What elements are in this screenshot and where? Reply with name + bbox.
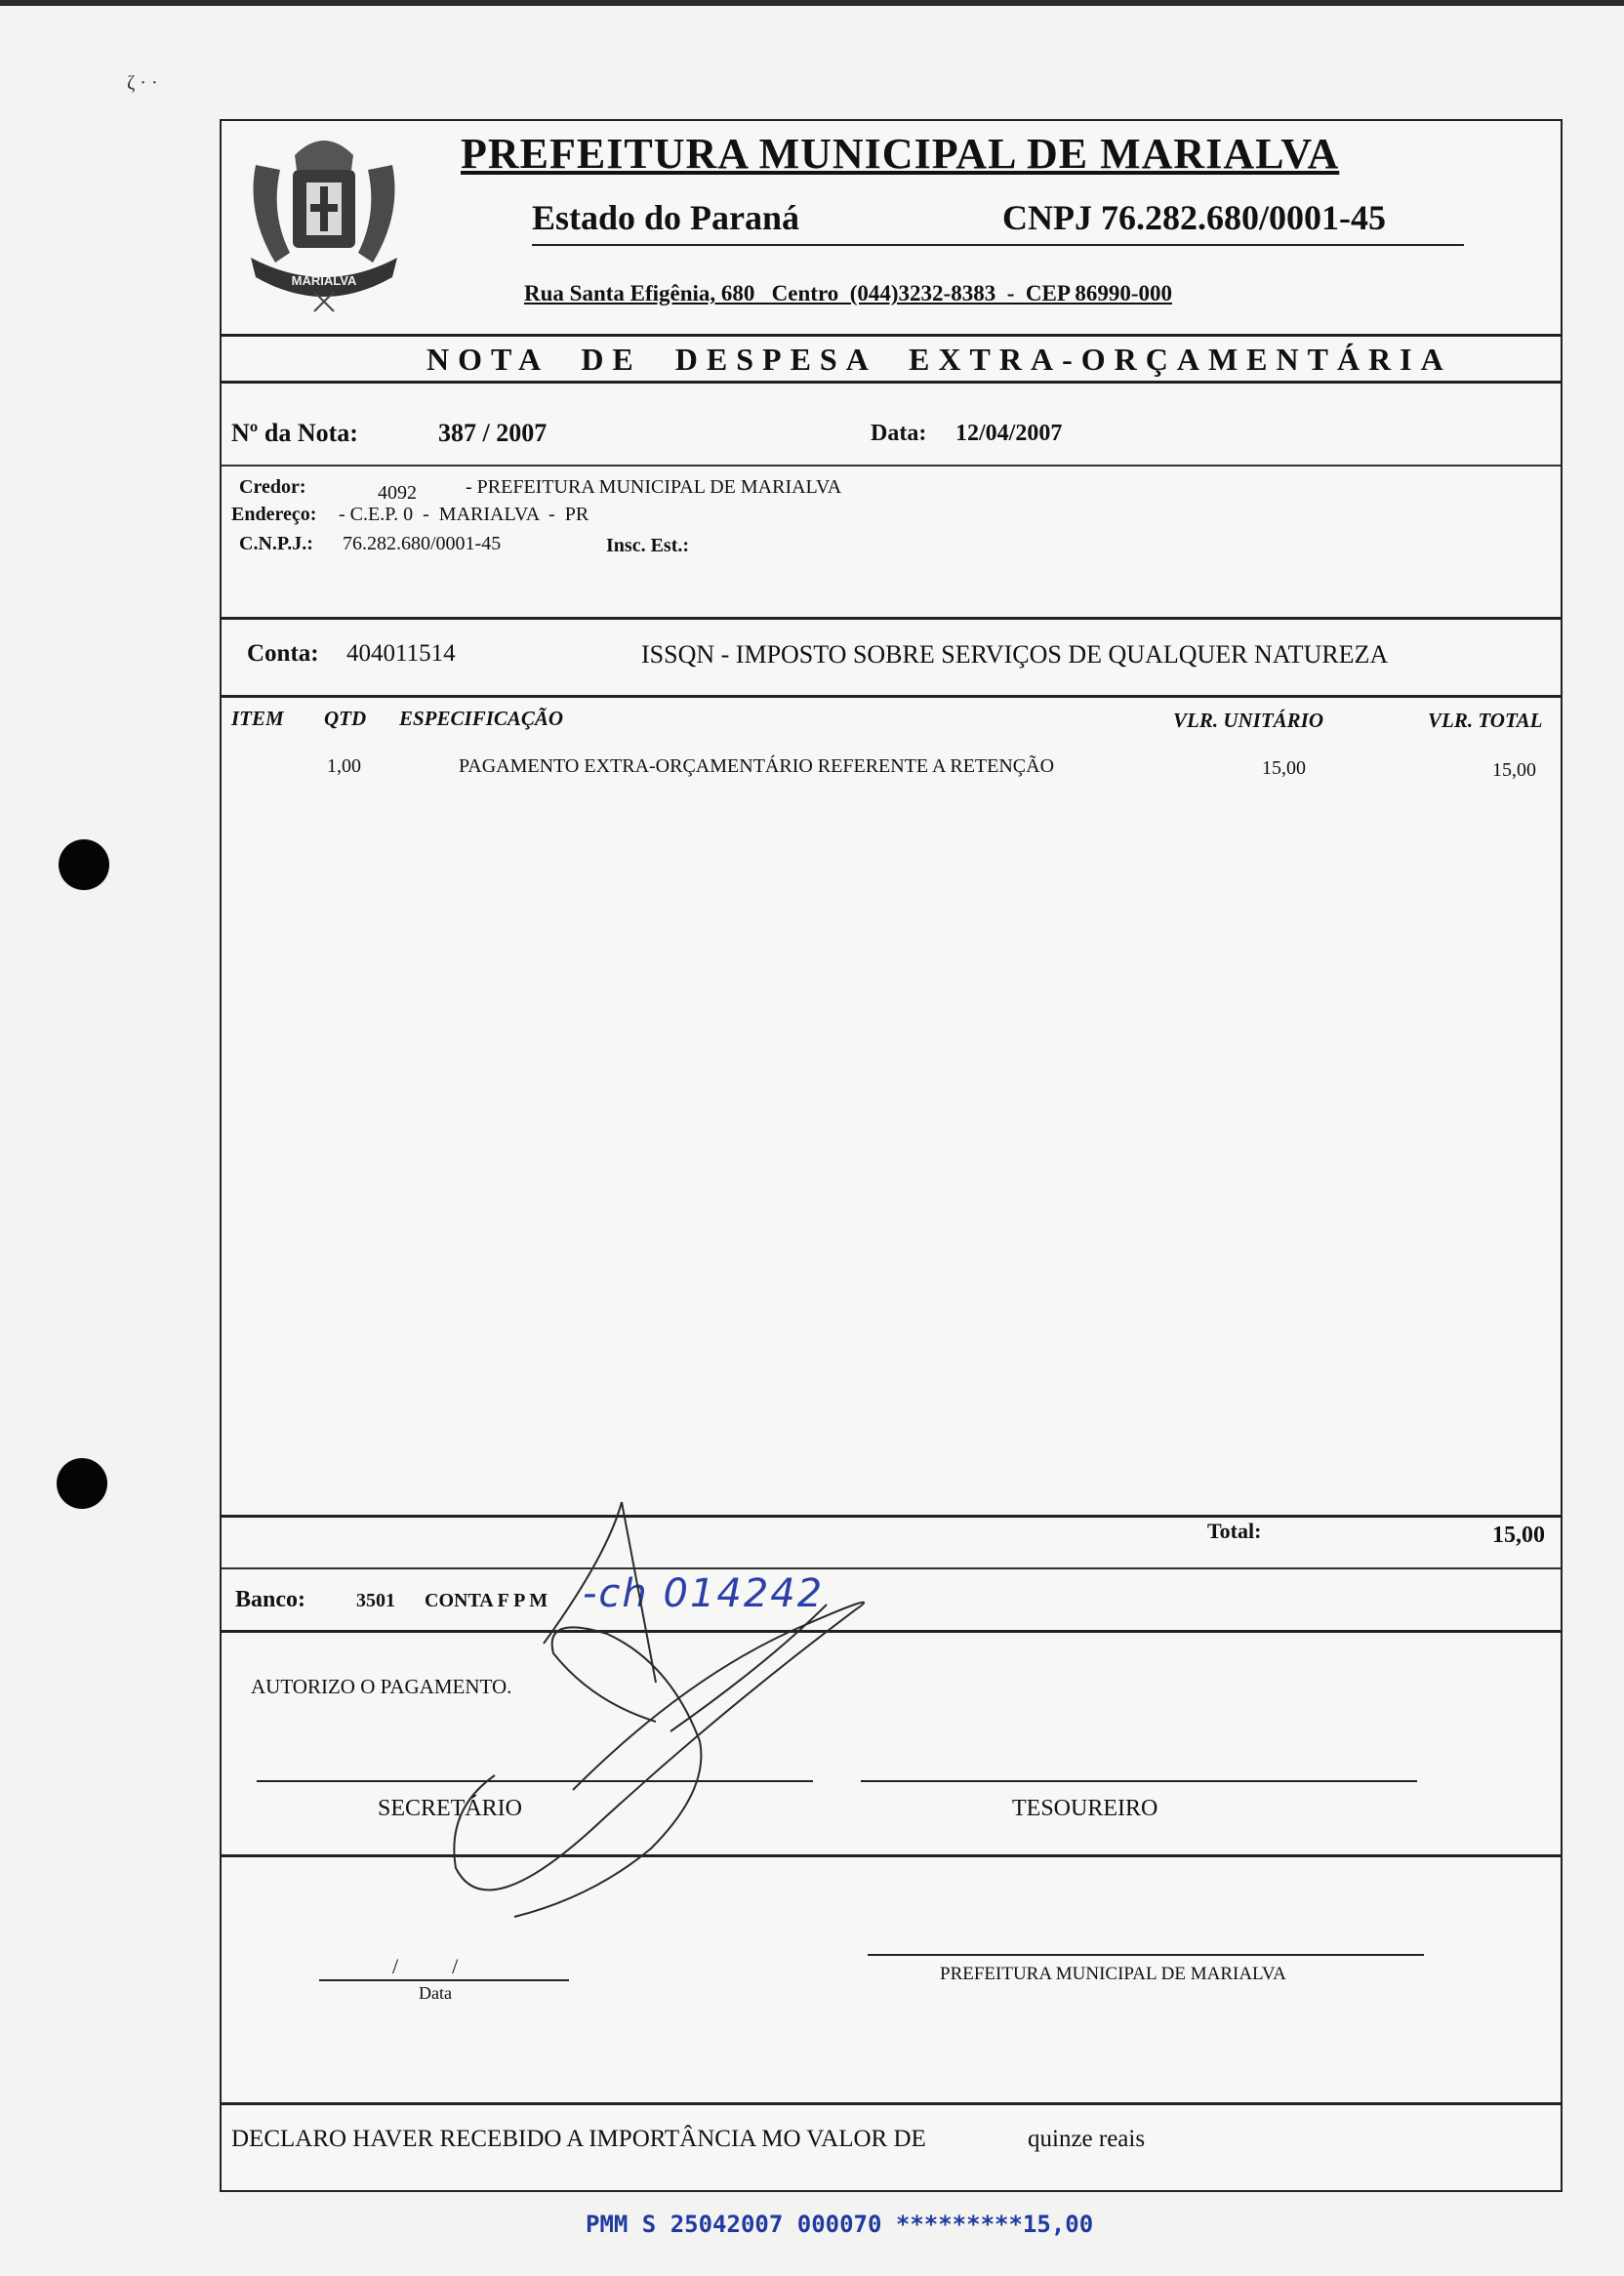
divider	[222, 695, 1561, 698]
handwritten-signature	[397, 1497, 944, 1956]
punch-hole-bottom	[57, 1458, 107, 1509]
date-caption: Data	[419, 1983, 452, 2003]
municipality-title: PREFEITURA MUNICIPAL DE MARIALVA	[461, 130, 1340, 178]
col-header-qtd: QTD	[324, 707, 367, 730]
declaration-value: quinze reais	[1028, 2126, 1146, 2152]
signature-line-tesoureiro	[861, 1780, 1417, 1782]
table-row-vlr-unitario: 15,00	[1262, 757, 1306, 779]
cnpj-header: CNPJ 76.282.680/0001-45	[1002, 198, 1386, 237]
banco-code: 3501	[356, 1590, 395, 1611]
header-underline	[532, 244, 1464, 246]
authorization-text: AUTORIZO O PAGAMENTO.	[251, 1675, 512, 1698]
credor-name: - PREFEITURA MUNICIPAL DE MARIALVA	[466, 476, 842, 498]
nota-number-label: Nº da Nota:	[231, 419, 358, 447]
credor-label: Credor:	[239, 476, 306, 498]
receiver-name: PREFEITURA MUNICIPAL DE MARIALVA	[940, 1964, 1286, 1984]
state-name: Estado do Paraná	[532, 198, 800, 237]
receiver-signature-line	[868, 1954, 1424, 1956]
expense-note-form	[220, 119, 1563, 2192]
svg-text:MARIALVA: MARIALVA	[291, 273, 357, 288]
total-label: Total:	[1207, 1519, 1262, 1543]
table-row-vlr-total: 15,00	[1492, 759, 1536, 781]
banco-label: Banco:	[235, 1587, 305, 1612]
divider	[222, 334, 1561, 337]
table-row-qtd: 1,00	[327, 755, 361, 777]
nota-number: 387 / 2007	[438, 419, 548, 447]
banco-account: CONTA F P M	[425, 1590, 548, 1611]
secretario-label: SECRETÁRIO	[378, 1796, 523, 1821]
scan-top-edge	[0, 0, 1624, 6]
cnpj-label: C.N.P.J.:	[239, 533, 313, 554]
credor-code: 4092	[378, 482, 417, 504]
date-label: Data:	[871, 421, 927, 446]
insc-est-label: Insc. Est.:	[606, 535, 690, 556]
total-value: 15,00	[1492, 1523, 1545, 1548]
divider	[222, 617, 1561, 620]
date-slashes: / /	[392, 1954, 459, 1978]
municipal-crest-logo	[236, 126, 412, 321]
handwritten-check-number: -ch 014242	[583, 1571, 825, 1616]
address-line: Rua Santa Efigênia, 680 Centro (044)3232-8383 - CEP 86990-000	[524, 281, 1173, 305]
col-header-vlr-total: VLR. TOTAL	[1428, 709, 1543, 732]
document-title: NOTA DE DESPESA EXTRA-ORÇAMENTÁRIA	[426, 342, 1452, 377]
divider	[222, 381, 1561, 384]
divider	[222, 2102, 1561, 2105]
date-value: 12/04/2007	[955, 421, 1063, 446]
date-line	[319, 1979, 569, 1981]
col-header-item: ITEM	[231, 707, 284, 730]
endereco-label: Endereço:	[231, 504, 317, 525]
col-header-vlr-unitario: VLR. UNITÁRIO	[1173, 709, 1324, 732]
credor-cnpj: 76.282.680/0001-45	[343, 533, 502, 554]
tesoureiro-label: TESOUREIRO	[1012, 1796, 1158, 1821]
endereco-value: - C.E.P. 0 - MARIALVA - PR	[339, 504, 589, 525]
divider	[222, 465, 1561, 467]
corner-marks: ζ · ·	[127, 72, 158, 94]
conta-label: Conta:	[247, 640, 319, 667]
table-row-especificacao: PAGAMENTO EXTRA-ORÇAMENTÁRIO REFERENTE A RETENÇÃO	[459, 755, 1055, 777]
conta-number: 404011514	[346, 640, 456, 667]
conta-description: ISSQN - IMPOSTO SOBRE SERVIÇOS DE QUALQUER NATUREZA	[641, 640, 1389, 669]
col-header-especificacao: ESPECIFICAÇÃO	[399, 707, 564, 730]
bank-stamp: PMM S 25042007 000070 *********15,00	[586, 2211, 1094, 2238]
punch-hole-top	[59, 839, 109, 890]
declaration-text: DECLARO HAVER RECEBIDO A IMPORTÂNCIA MO VALOR DE	[231, 2126, 926, 2152]
